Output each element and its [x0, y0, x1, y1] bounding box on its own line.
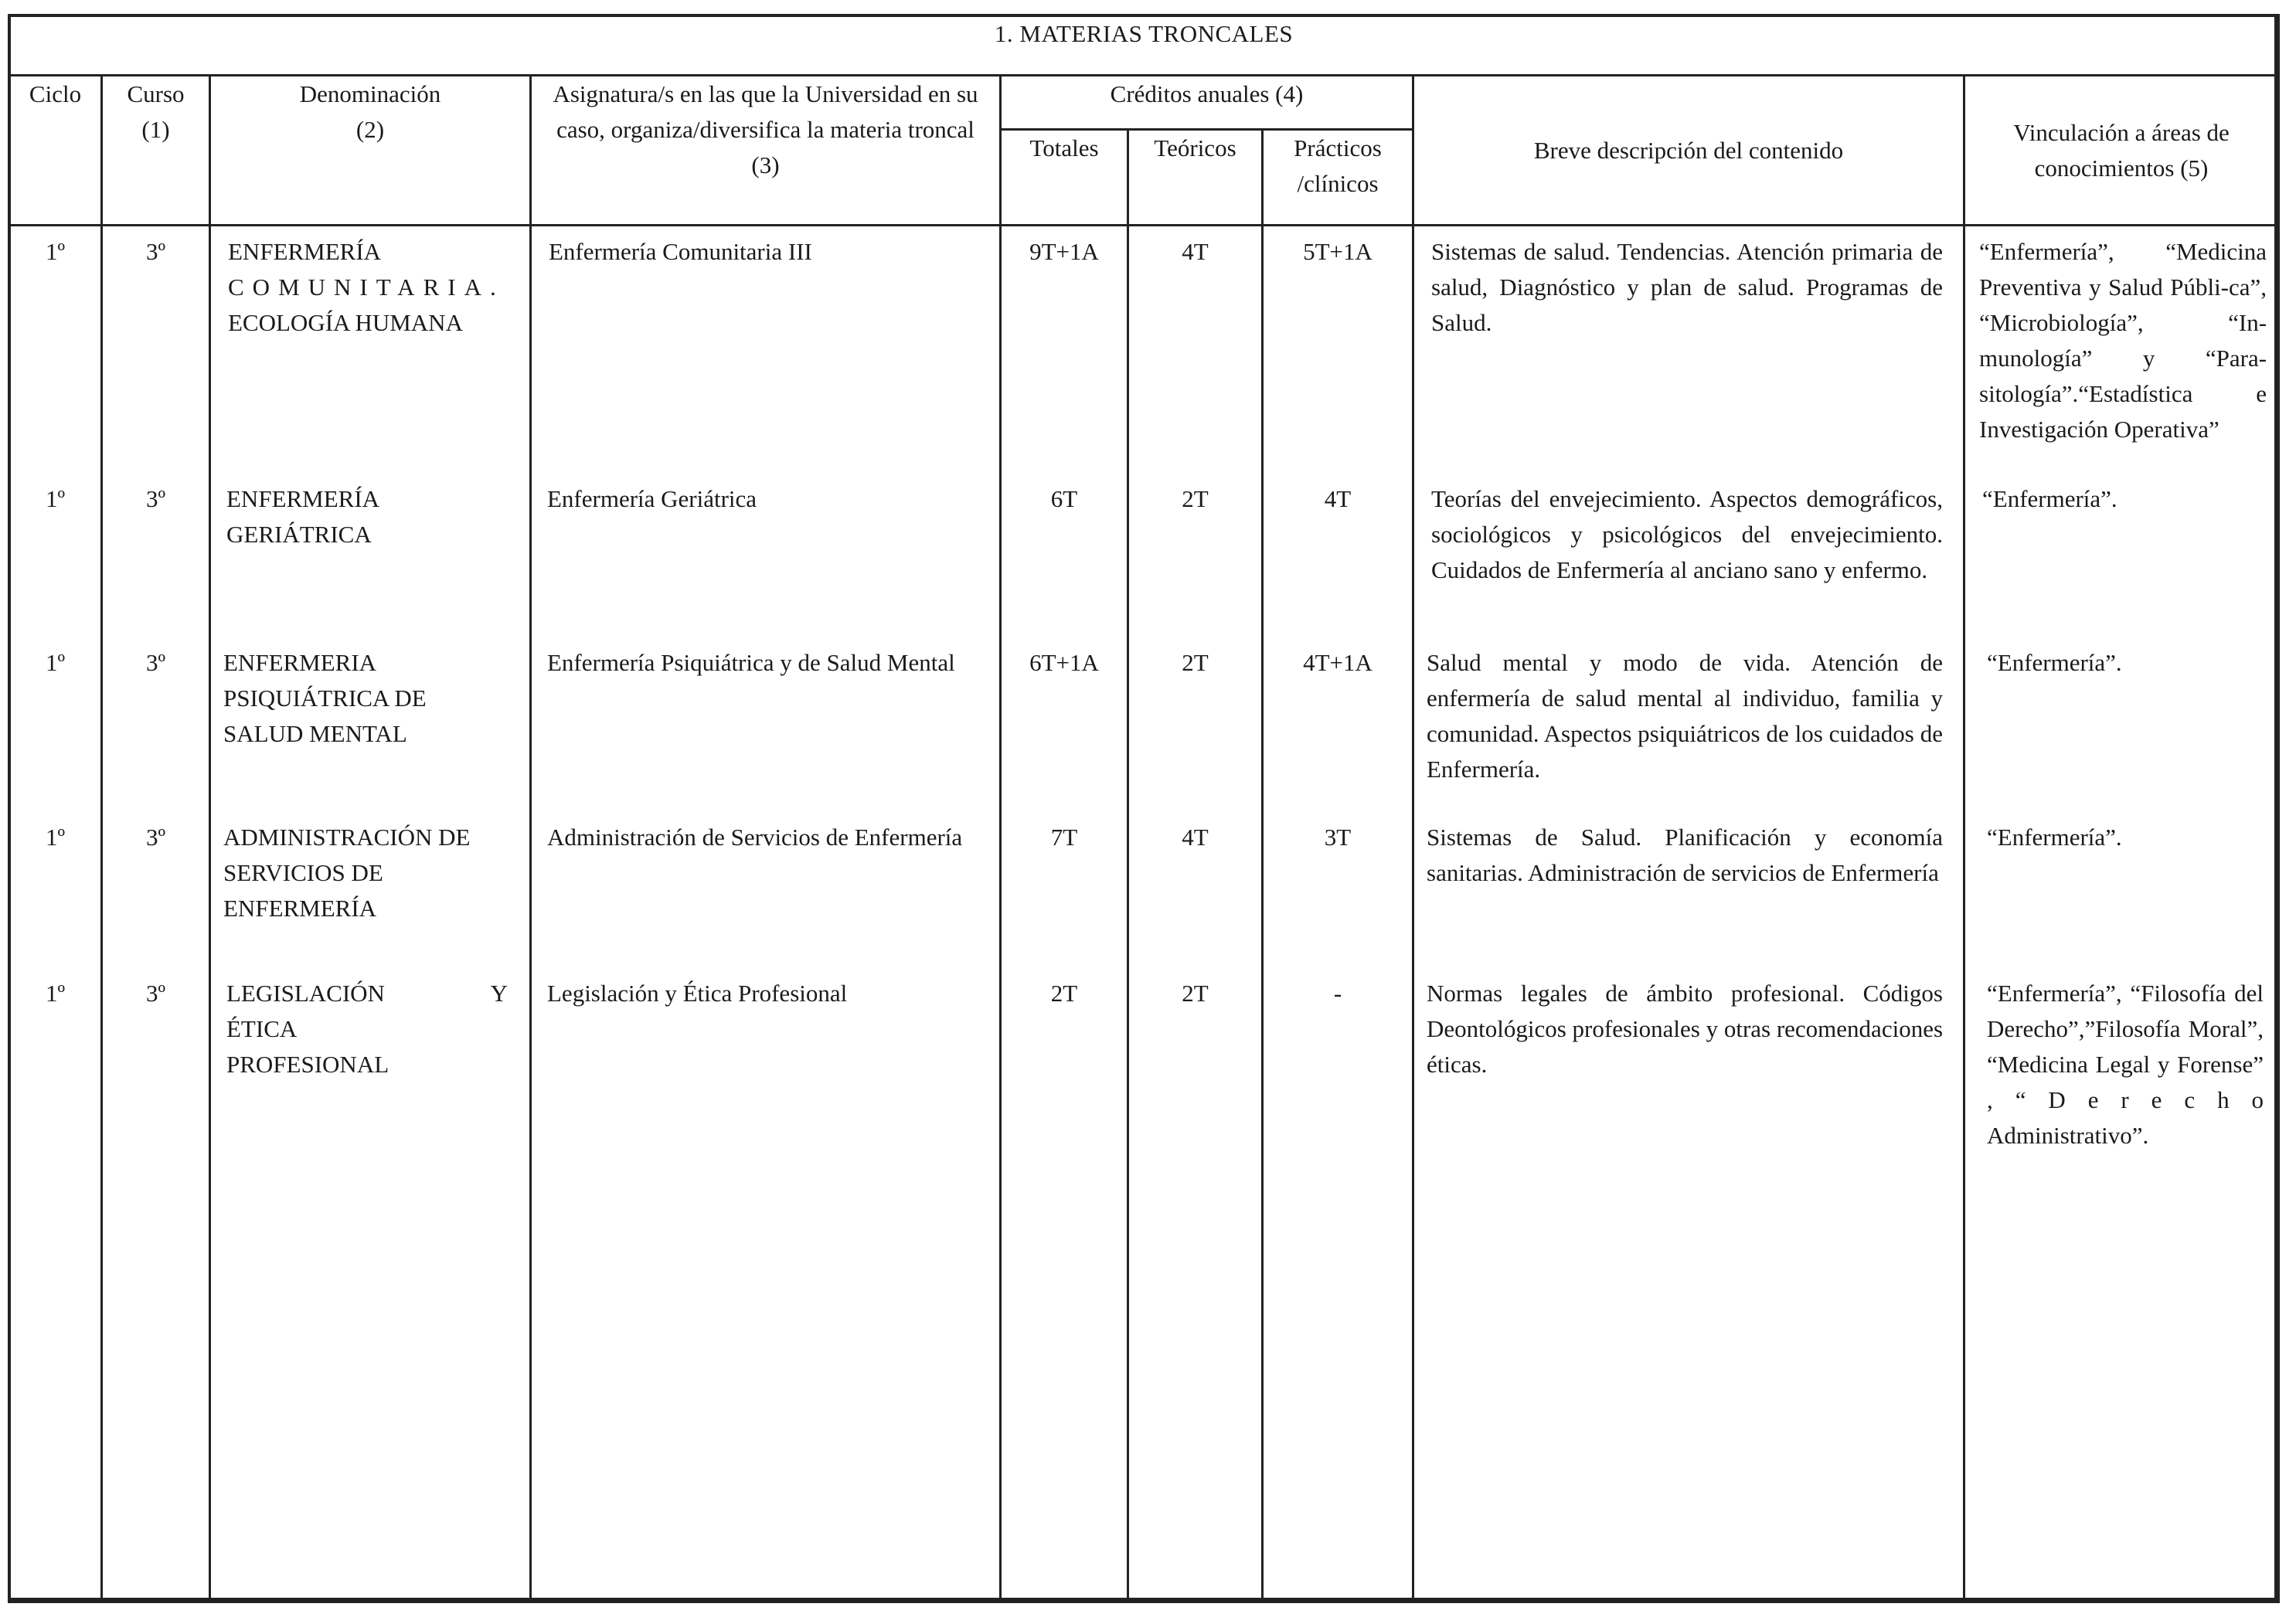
row-3-ciclo: 1º: [45, 649, 66, 676]
header-vinculacion: Vinculación a áreas de conocimientos (5): [1964, 76, 2279, 226]
row-2-ciclo: 1º: [45, 485, 66, 512]
row-3-vinculacion: “Enfermería”.: [1987, 649, 2122, 676]
row-5-descripcion: Normas legales de ámbito profesional. Códigos Deontológicos profesionales y otras recomendaciones éticas.: [1427, 980, 1944, 1078]
row-3-totales: 6T+1A: [1029, 649, 1099, 676]
row-4-denominacion: ADMINISTRACIÓN DE SERVICIOS DE ENFERMERÍA: [223, 824, 471, 922]
row-5-totales: 2T: [1050, 980, 1078, 1007]
header-ciclo: Ciclo: [9, 76, 102, 226]
row-4-totales: 7T: [1050, 824, 1078, 851]
row-2-denominacion: ENFERMERÍA GERIÁTRICA: [226, 485, 380, 548]
row-1-practicos: 5T+1A: [1303, 238, 1372, 265]
row-1-teoricos: 4T: [1182, 238, 1209, 265]
row-5-teoricos: 2T: [1182, 980, 1209, 1007]
table-title: 1. MATERIAS TRONCALES: [9, 15, 2279, 76]
header-descripcion: Breve descripción del contenido: [1413, 76, 1964, 226]
row-3-practicos: 4T+1A: [1303, 649, 1372, 676]
row-3-asignatura: Enfermería Psiquiátrica y de Salud Mental: [547, 649, 955, 676]
row-1-descripcion: Sistemas de salud. Tendencias. Atención primaria de salud, Diagnóstico y plan de salud. Programas de Salud.: [1431, 238, 1943, 336]
row-3-teoricos: 2T: [1182, 649, 1209, 676]
row-1-denominacion: ENFERMERÍA COMUNITARIA. ECOLOGÍA HUMANA: [228, 238, 505, 336]
row-3-descripcion: Salud mental y modo de vida. Atención de enfermería de salud mental al individuo, familia y comunidad. Aspectos psiquiátricos de los cuidados de Enfermería.: [1427, 649, 1943, 783]
table-frame: [8, 14, 2277, 1601]
row-1-ciclo: 1º: [45, 238, 66, 265]
header-curso: Curso (1): [102, 76, 210, 226]
row-4-teoricos: 4T: [1182, 824, 1209, 851]
row-1-curso: 3º: [145, 238, 166, 265]
header-creditos: Créditos anuales (4): [1001, 76, 1413, 130]
row-4-curso: 3º: [145, 824, 166, 851]
row-5-vinculacion: “Enfermería”, “Filosofía del Derecho”,”Filosofía Moral”, “Medicina Legal y Forense” , “ D e r e c h o Administrativo”.: [1987, 980, 2264, 1149]
row-1-totales: 9T+1A: [1029, 238, 1099, 265]
header-teoricos: Teóricos: [1128, 130, 1263, 226]
row-2-practicos: 4T: [1324, 485, 1352, 512]
row-2-descripcion: Teorías del envejecimiento. Aspectos demográficos, sociológicos y psicológicos del envejecimiento. Cuidados de Enfermería al anciano sano y enfermo.: [1431, 485, 1943, 583]
row-4-asignatura: Administración de Servicios de Enfermería: [547, 824, 963, 851]
row-5-curso: 3º: [145, 980, 166, 1007]
row-4-practicos: 3T: [1324, 824, 1352, 851]
row-2-curso: 3º: [145, 485, 166, 512]
row-2-vinculacion: “Enfermería”.: [1982, 485, 2117, 512]
row-5-practicos: -: [1333, 980, 1342, 1007]
header-asignaturas: Asignatura/s en las que la Universidad en su caso, organiza/diversifica la materia troncal (3): [531, 76, 1001, 226]
row-2-teoricos: 2T: [1182, 485, 1209, 512]
row-5-asignatura: Legislación y Ética Profesional: [547, 980, 848, 1007]
row-2-totales: 6T: [1050, 485, 1078, 512]
row-3-denominacion: ENFERMERIA PSIQUIÁTRICA DE SALUD MENTAL: [223, 649, 427, 747]
row-3-curso: 3º: [145, 649, 166, 676]
row-1-vinculacion: “Enfermería”, “Medicina Preventiva y Salud Públi-ca”, “Microbiología”, “In-munología” y “Para-sitología”.“Estadística e Investigación Operativa”: [1979, 238, 2267, 443]
header-denominacion: Denominación (2): [210, 76, 531, 226]
row-4-vinculacion: “Enfermería”.: [1987, 824, 2122, 851]
row-1-asignatura: Enfermería Comunitaria III: [549, 238, 812, 265]
row-2-asignatura: Enfermería Geriátrica: [547, 485, 757, 512]
header-practicos: Prácticos /clínicos: [1263, 130, 1413, 226]
header-totales: Totales: [1001, 130, 1128, 226]
row-5-denominacion: LEGISLACIÓN Y ÉTICA PROFESIONAL: [226, 980, 508, 1078]
row-4-ciclo: 1º: [45, 824, 66, 851]
row-5-ciclo: 1º: [45, 980, 66, 1007]
row-4-descripcion: Sistemas de Salud. Planificación y economía sanitarias. Administración de servicios de Enfermería: [1427, 824, 1943, 886]
